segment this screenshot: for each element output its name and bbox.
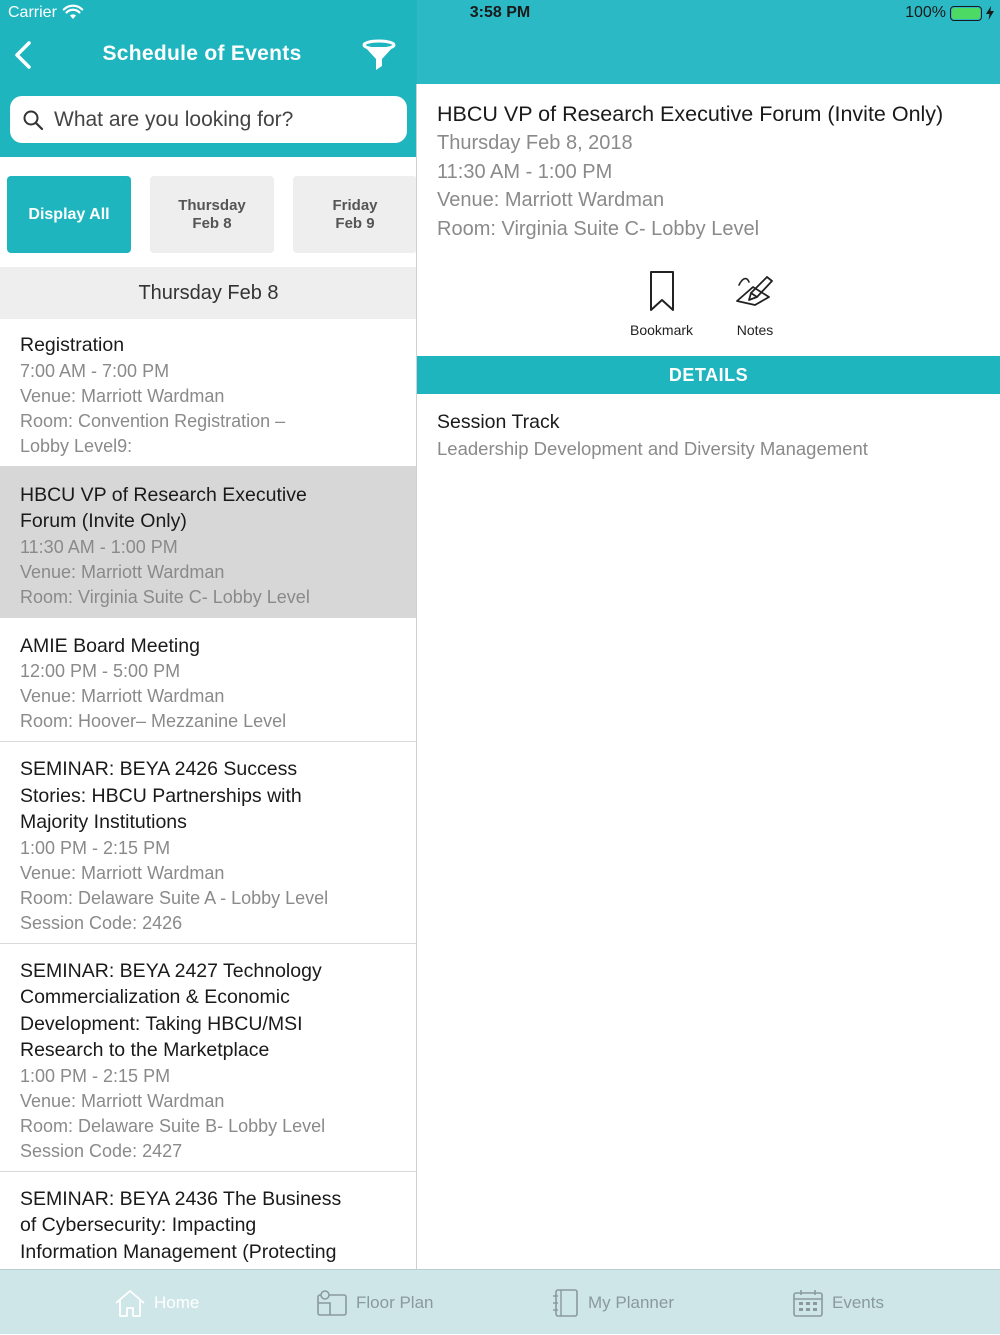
- event-time: 7:00 AM - 7:00 PM: [20, 360, 170, 381]
- event-room: Room: Convention Registration – Lobby Level9:: [20, 410, 286, 456]
- event-time: 1:00 PM - 2:15 PM: [20, 837, 171, 858]
- event-item[interactable]: [0, 618, 417, 743]
- tab-label: Events: [832, 1292, 884, 1312]
- tab-label: Home: [154, 1292, 200, 1312]
- filter-display-all[interactable]: [7, 176, 131, 253]
- event-time: 12:00 PM - 5:00 PM: [20, 661, 181, 681]
- tab-home[interactable]: [114, 1270, 199, 1335]
- event-room: Room: Virginia Suite C- Lobby Level: [20, 586, 310, 607]
- status-time: 3:58 PM: [469, 4, 531, 21]
- detail-time: 11:30 AM - 1:00 PM: [437, 160, 613, 183]
- event-room: Room: Delaware Suite A - Lobby Level: [20, 887, 329, 908]
- filter-button[interactable]: [362, 40, 398, 74]
- event-venue: Venue: Marriott Wardman: [20, 1090, 225, 1111]
- search-box[interactable]: [10, 96, 407, 143]
- detail-date: Thursday Feb 8, 2018: [437, 132, 633, 154]
- battery-icon: [950, 6, 982, 21]
- filter-label: Display All: [28, 205, 110, 223]
- event-room: Room: Hoover– Mezzanine Level: [20, 711, 287, 731]
- bookmark-icon: [649, 270, 675, 312]
- detail-venue: Venue: Marriott Wardman: [437, 189, 665, 211]
- date-filter-row: [0, 157, 417, 267]
- event-list[interactable]: [0, 319, 417, 1269]
- tab-label: Floor Plan: [356, 1292, 434, 1312]
- event-time: 1:00 PM - 2:15 PM: [20, 1065, 171, 1086]
- tab-events[interactable]: [792, 1270, 884, 1335]
- filter-friday[interactable]: [293, 176, 417, 253]
- notes-pen-icon: [733, 273, 777, 309]
- event-item[interactable]: [0, 742, 417, 944]
- back-button[interactable]: [8, 38, 38, 72]
- event-item-selected[interactable]: [0, 467, 417, 618]
- carrier-label: Carrier: [8, 4, 57, 21]
- filter-thursday[interactable]: [150, 176, 274, 253]
- event-room: Room: Delaware Suite B- Lobby Level: [20, 1115, 326, 1136]
- bookmark-button[interactable]: [630, 268, 693, 338]
- event-session-code: Session Code: 2427: [20, 1140, 183, 1161]
- event-title: SEMINAR: BEYA 2436 The Business of Cybersecurity: Impacting Information Management (Protecting: [20, 1187, 342, 1263]
- detail-title: HBCU VP of Research Executive Forum (Invite Only): [437, 102, 944, 126]
- event-item[interactable]: [0, 944, 417, 1172]
- filter-funnel-icon: [362, 40, 396, 72]
- event-venue: Venue: Marriott Wardman: [20, 862, 225, 883]
- notes-label: Notes: [736, 322, 774, 338]
- status-bar: [0, 0, 1000, 28]
- details-section-header: DETAILS: [417, 356, 1000, 394]
- event-detail: [437, 100, 987, 243]
- filter-day-label: Thursday: [178, 196, 246, 214]
- battery-info: [905, 4, 994, 22]
- tab-label: My Planner: [588, 1292, 674, 1312]
- event-title: SEMINAR: BEYA 2426 Success Stories: HBCU Partnerships with Majority Institutions: [20, 758, 302, 833]
- page-title: Schedule of Events: [102, 42, 302, 65]
- event-title: SEMINAR: BEYA 2427 Technology Commercialization & Economic Development: Taking HBCU/MSI Research to the Marketplace: [20, 959, 322, 1061]
- home-icon: [114, 1288, 146, 1318]
- tab-bar: [0, 1269, 1000, 1334]
- search-input[interactable]: [54, 108, 384, 132]
- event-venue: Venue: Marriott Wardman: [20, 561, 225, 582]
- event-title: Registration: [20, 334, 125, 356]
- event-item[interactable]: [0, 319, 417, 467]
- event-session-code: Session Code: 2426: [20, 912, 183, 933]
- filter-date-label: Feb 9: [335, 214, 375, 232]
- calendar-icon: [792, 1288, 824, 1318]
- section-header: Thursday Feb 8: [0, 267, 417, 319]
- planner-icon: [552, 1288, 580, 1318]
- event-venue: Venue: Marriott Wardman: [20, 686, 225, 706]
- tab-floor-plan[interactable]: [316, 1270, 433, 1335]
- notes-button[interactable]: [731, 268, 779, 338]
- session-track-value: Leadership Development and Diversity Management: [437, 438, 868, 459]
- detail-room: Room: Virginia Suite C- Lobby Level: [437, 217, 760, 240]
- chevron-left-icon: [14, 41, 32, 69]
- bookmark-label: Bookmark: [630, 322, 694, 338]
- filter-date-label: Feb 8: [192, 214, 232, 232]
- filter-day-label: Friday: [332, 196, 378, 214]
- event-time: 11:30 AM - 1:00 PM: [20, 536, 178, 557]
- event-title: HBCU VP of Research Executive Forum (Invite Only): [20, 483, 307, 532]
- pane-divider: [416, 84, 417, 1270]
- search-icon: [22, 109, 44, 131]
- battery-percent: 100%: [905, 4, 946, 21]
- event-venue: Venue: Marriott Wardman: [20, 385, 225, 406]
- event-title: AMIE Board Meeting: [20, 634, 200, 657]
- charging-icon: [986, 6, 994, 20]
- tab-my-planner[interactable]: [552, 1270, 674, 1335]
- session-track-label: Session Track: [437, 411, 560, 433]
- floor-plan-icon: [316, 1289, 348, 1317]
- session-track: [437, 409, 987, 462]
